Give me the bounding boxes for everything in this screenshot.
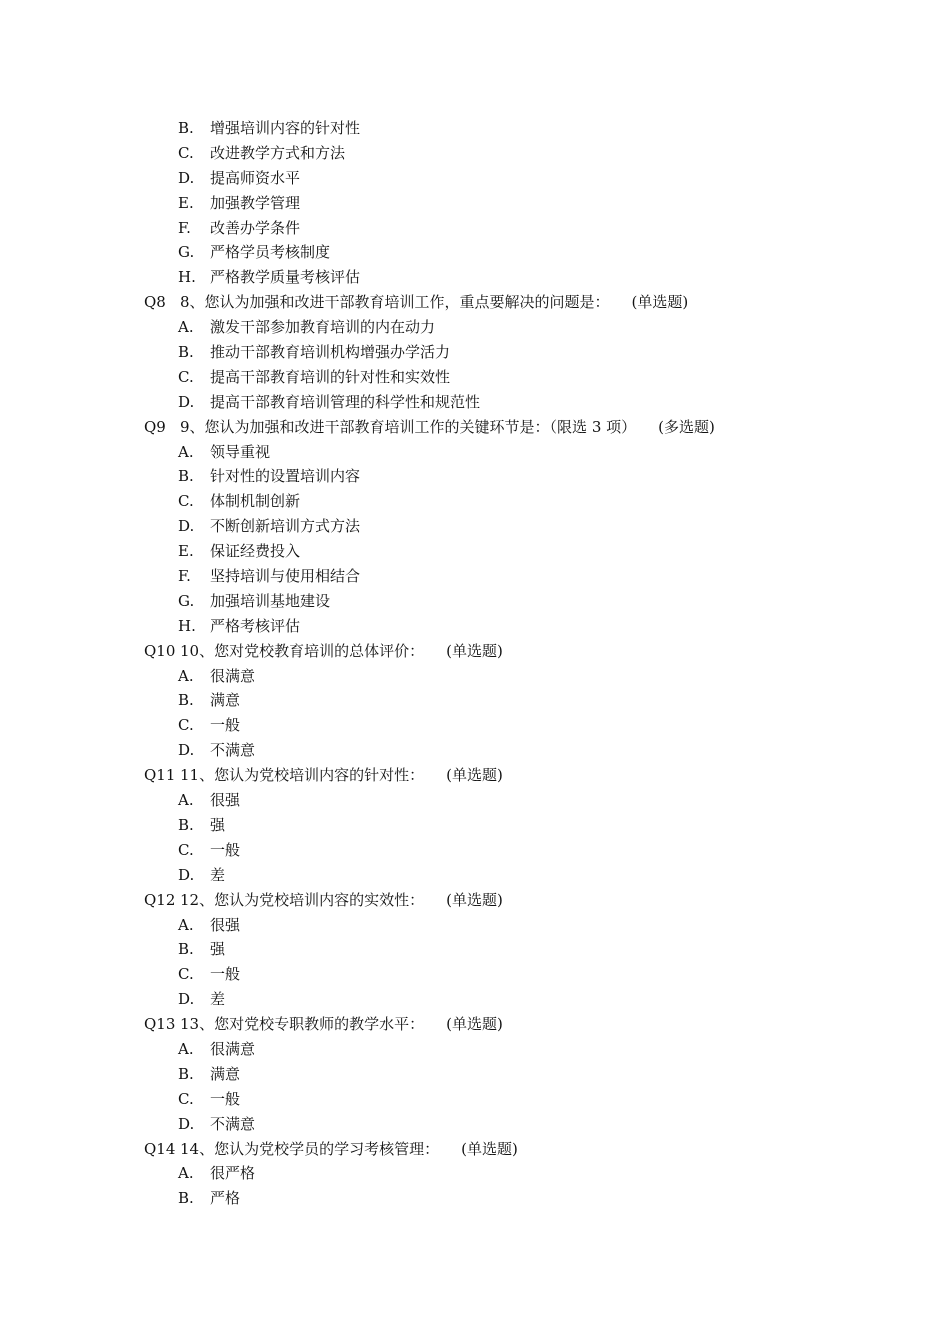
- survey-content: [144, 116, 904, 1211]
- option-item: [144, 315, 904, 340]
- option-letter: B.: [178, 815, 194, 834]
- option-item: [144, 813, 904, 838]
- option-text: 满意: [210, 691, 241, 710]
- option-text: 提高干部教育培训的针对性和实效性: [210, 367, 451, 386]
- option-item: [144, 539, 904, 564]
- option-item: [144, 863, 904, 888]
- option-letter: H.: [178, 268, 196, 287]
- question-type: (单选题): [446, 766, 503, 785]
- option-text: 不满意: [210, 1114, 256, 1133]
- option-text: 差: [210, 990, 226, 1009]
- question-text: 11、您认为党校培训内容的针对性：: [180, 766, 425, 785]
- option-letter: B.: [178, 343, 194, 362]
- option-item: [144, 191, 904, 216]
- option-text: 一般: [210, 965, 241, 984]
- option-item: [144, 838, 904, 863]
- option-letter: B.: [178, 940, 194, 959]
- question-text: 9、您认为加强和改进干部教育培训工作的关键环节是：（限选 3 项）: [180, 417, 637, 436]
- option-item: [144, 564, 904, 589]
- option-item: [144, 688, 904, 713]
- option-item: [144, 365, 904, 390]
- question-type: (单选题): [631, 293, 689, 312]
- option-letter: H.: [178, 616, 196, 635]
- option-letter: E.: [178, 542, 194, 561]
- option-text: 领导重视: [210, 442, 271, 461]
- option-text: 严格: [210, 1189, 241, 1208]
- question-id: Q14: [144, 1139, 176, 1158]
- option-text: 加强教学管理: [210, 193, 301, 212]
- option-letter: B.: [178, 1189, 194, 1208]
- option-item: [144, 1112, 904, 1137]
- option-item: [144, 240, 904, 265]
- option-text: 很强: [210, 915, 241, 934]
- question-type: (单选题): [446, 641, 503, 660]
- option-item: [144, 1186, 904, 1211]
- option-item: [144, 1037, 904, 1062]
- option-text: 强: [210, 940, 226, 959]
- option-letter: B.: [178, 1064, 194, 1083]
- option-text: 一般: [210, 716, 241, 735]
- question-text: 10、您对党校教育培训的总体评价：: [180, 641, 425, 660]
- option-letter: F.: [178, 218, 191, 237]
- option-letter: D.: [178, 517, 195, 536]
- question-header: [144, 763, 904, 788]
- question-header: [144, 1012, 904, 1037]
- option-item: [144, 340, 904, 365]
- option-text: 严格教学质量考核评估: [210, 268, 361, 287]
- question-header: [144, 1137, 904, 1162]
- option-letter: G.: [178, 591, 195, 610]
- option-text: 严格考核评估: [210, 616, 301, 635]
- option-item: [144, 166, 904, 191]
- option-item: [144, 1087, 904, 1112]
- option-text: 提高干部教育培训管理的科学性和规范性: [210, 392, 481, 411]
- option-letter: A.: [178, 442, 194, 461]
- question-type: (多选题): [658, 417, 715, 436]
- option-item: [144, 216, 904, 241]
- option-letter: A.: [178, 318, 194, 337]
- option-item: [144, 141, 904, 166]
- question-id: Q12: [144, 890, 176, 909]
- option-text: 增强培训内容的针对性: [210, 119, 361, 137]
- question-text: 13、您对党校专职教师的教学水平：: [180, 1015, 425, 1034]
- option-letter: C.: [178, 143, 194, 162]
- option-letter: F.: [178, 567, 191, 586]
- option-text: 不断创新培训方式方法: [210, 517, 361, 536]
- question-id: Q9: [144, 417, 166, 436]
- option-letter: A.: [178, 791, 194, 810]
- question-text: 14、您认为党校学员的学习考核管理：: [180, 1139, 440, 1158]
- option-text: 很满意: [210, 666, 256, 685]
- option-item: [144, 1161, 904, 1186]
- option-item: [144, 1062, 904, 1087]
- option-text: 满意: [210, 1064, 241, 1083]
- option-text: 不满意: [210, 741, 256, 760]
- question-text: 12、您认为党校培训内容的实效性：: [180, 890, 425, 909]
- option-letter: A.: [178, 1039, 194, 1058]
- option-item: [144, 913, 904, 938]
- option-letter: C.: [178, 965, 194, 984]
- option-item: [144, 464, 904, 489]
- option-letter: B.: [178, 691, 194, 710]
- option-text: 一般: [210, 840, 241, 859]
- question-type: (单选题): [446, 1015, 503, 1034]
- option-text: 坚持培训与使用相结合: [210, 567, 361, 586]
- question-header: [144, 888, 904, 913]
- option-item: [144, 614, 904, 639]
- option-item: [144, 664, 904, 689]
- option-item: [144, 962, 904, 987]
- option-text: 改善办学条件: [210, 218, 301, 237]
- option-text: 很满意: [210, 1039, 256, 1058]
- option-item: [144, 589, 904, 614]
- option-text: 激发干部参加教育培训的内在动力: [210, 318, 436, 337]
- option-text: 加强培训基地建设: [210, 591, 331, 610]
- option-letter: D.: [178, 1114, 195, 1133]
- question-header: [144, 639, 904, 664]
- option-text: 针对性的设置培训内容: [210, 467, 361, 486]
- option-letter: D.: [178, 168, 195, 187]
- option-item: [144, 788, 904, 813]
- option-text: 强: [210, 815, 226, 834]
- option-text: 保证经费投入: [210, 542, 301, 561]
- question-id: Q13: [144, 1015, 176, 1034]
- option-text: 一般: [210, 1089, 241, 1108]
- option-letter: C.: [178, 367, 194, 386]
- option-item: [144, 265, 904, 290]
- option-letter: E.: [178, 193, 194, 212]
- option-letter: B.: [178, 467, 194, 486]
- question-type: (单选题): [446, 890, 503, 909]
- option-letter: D.: [178, 865, 195, 884]
- option-letter: A.: [178, 1164, 194, 1183]
- option-letter: D.: [178, 990, 195, 1009]
- question-header: [144, 290, 904, 315]
- option-item: [144, 987, 904, 1012]
- option-item: [144, 514, 904, 539]
- option-item: [144, 937, 904, 962]
- option-letter: D.: [178, 741, 195, 760]
- option-text: 很严格: [210, 1164, 256, 1183]
- option-text: 推动干部教育培训机构增强办学活力: [210, 343, 451, 362]
- option-item: [144, 738, 904, 763]
- option-letter: A.: [178, 915, 194, 934]
- option-text: 严格学员考核制度: [210, 243, 331, 262]
- question-id: Q8: [144, 293, 166, 312]
- question-text: 8、您认为加强和改进干部教育培训工作，重点要解决的问题是：: [180, 293, 610, 312]
- option-letter: B.: [178, 119, 194, 137]
- option-item: [144, 116, 904, 141]
- option-item: [144, 390, 904, 415]
- option-letter: C.: [178, 492, 194, 511]
- question-type: (单选题): [461, 1139, 518, 1158]
- option-text: 提高师资水平: [210, 168, 301, 187]
- option-letter: G.: [178, 243, 195, 262]
- option-letter: D.: [178, 392, 195, 411]
- option-letter: A.: [178, 666, 194, 685]
- option-text: 很强: [210, 791, 241, 810]
- option-item: [144, 440, 904, 465]
- option-letter: C.: [178, 840, 194, 859]
- option-letter: C.: [178, 716, 194, 735]
- option-text: 差: [210, 865, 226, 884]
- option-letter: C.: [178, 1089, 194, 1108]
- option-item: [144, 489, 904, 514]
- question-header: [144, 415, 904, 440]
- option-text: 体制机制创新: [210, 492, 301, 511]
- option-text: 改进教学方式和方法: [210, 143, 346, 162]
- question-id: Q11: [144, 766, 176, 785]
- question-id: Q10: [144, 641, 176, 660]
- option-item: [144, 713, 904, 738]
